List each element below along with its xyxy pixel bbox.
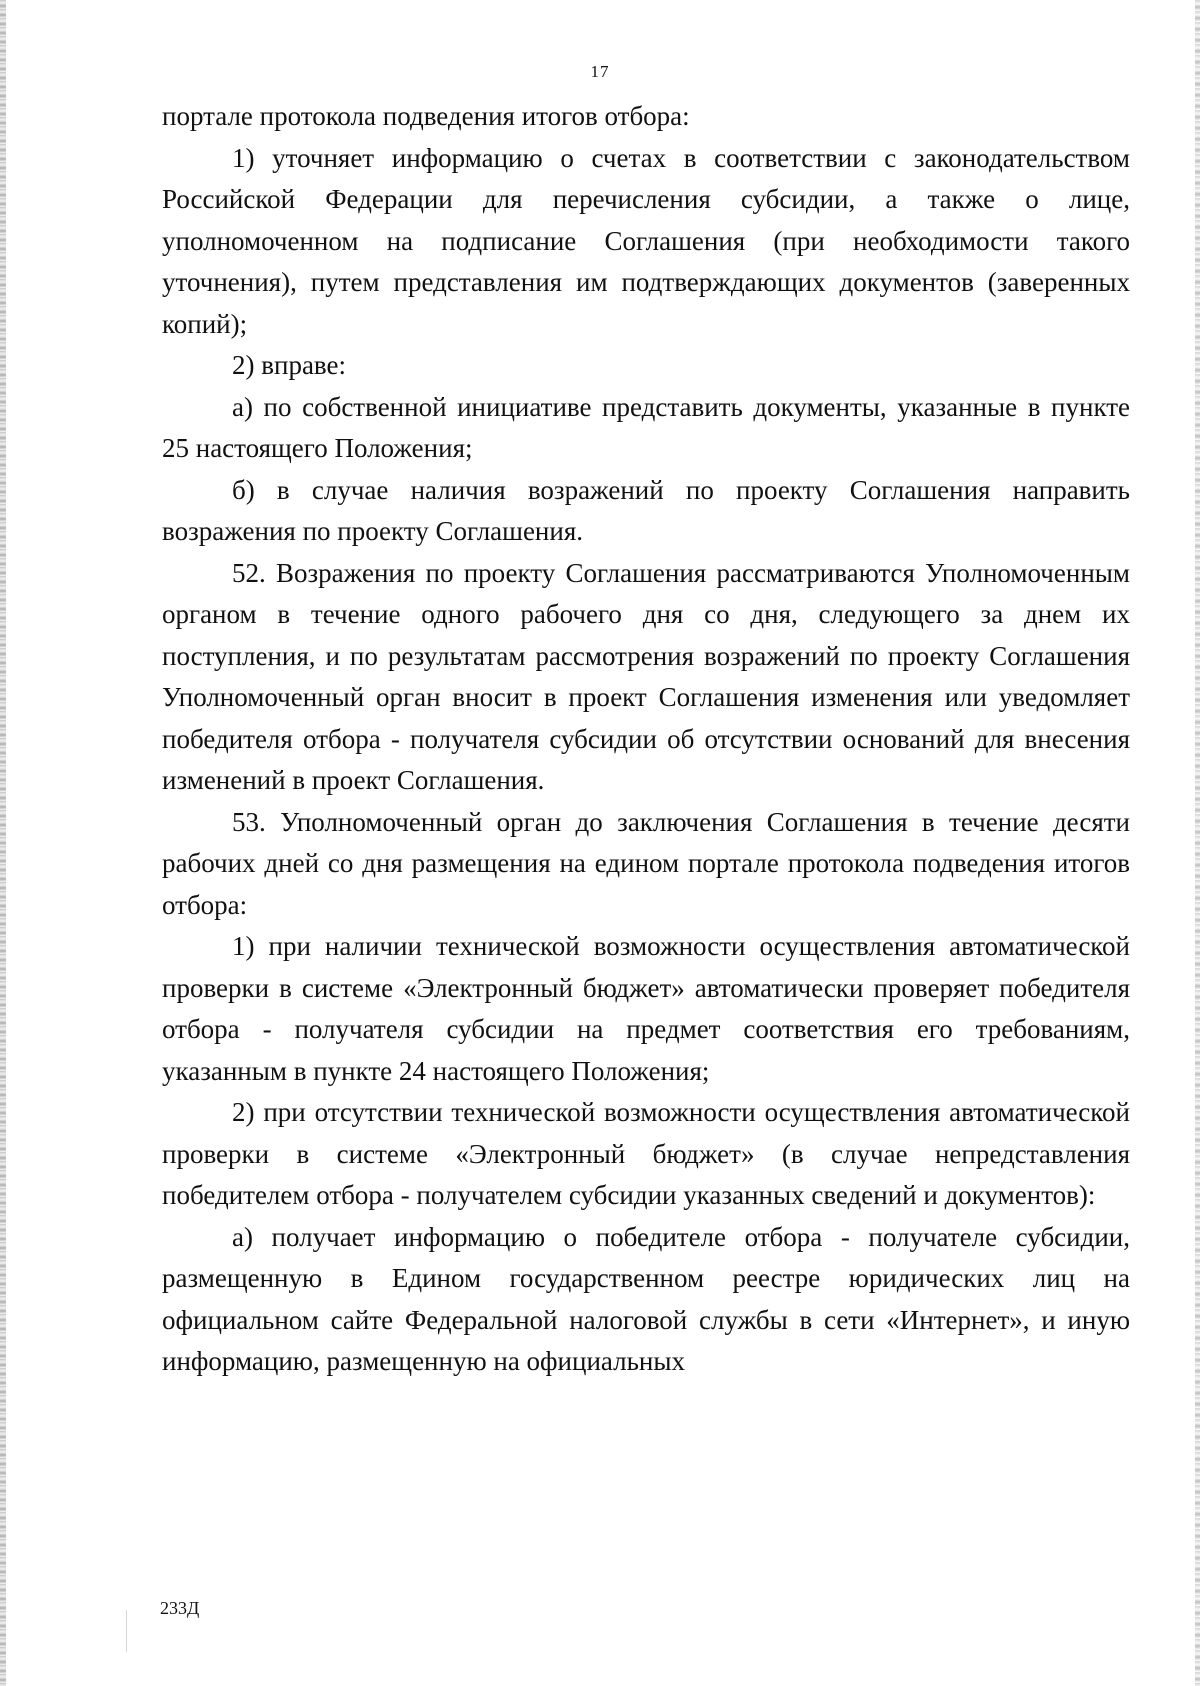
paragraph-8: 2) при отсутствии технической возможности осуществления автоматической проверки в системе «Электронный бюджет» (в случае непредставления победителем отбора - получателем субсидии указанных сведений и документов): bbox=[162, 1097, 1130, 1210]
scan-mark bbox=[126, 1610, 127, 1652]
scan-edge-left bbox=[0, 0, 6, 1686]
paragraph-6: 53. Уполномоченный орган до заключения Соглашения в течение десяти рабочих дней со дня размещения на едином портале протокола подведения итогов отбора: bbox=[162, 806, 1130, 920]
scan-edge-right bbox=[1195, 0, 1200, 1686]
page-number: 17 bbox=[590, 62, 610, 81]
paragraph-7: 1) при наличии технической возможности осуществления автоматической проверки в системе «Электронный бюджет» автоматически проверяет победителя отбора - получателя субсидии на предмет соответствия его требованиям, указанным в пункте 24 настоящего Положения; bbox=[162, 931, 1130, 1086]
paragraph-1: 1) уточняет информацию о счетах в соответствии с законодательством Российской Федерации для перечисления субсидии, а также о лице, уполномоченном на подписание Соглашения (при необходимости такого уточнения), путем представления им подтверждающих документов (заверенных копий); bbox=[162, 142, 1130, 339]
paragraph-2: 2) вправе: bbox=[232, 350, 346, 380]
paragraph-0: портале протокола подведения итогов отбора: bbox=[162, 101, 690, 131]
paragraph-9: а) получает информацию о победителе отбора - получателе субсидии, размещенную в Едином государственном реестре юридических лиц на официальном сайте Федеральной налоговой службы в сети «Интернет», и иную информацию, размещенную на официальных bbox=[162, 1221, 1130, 1376]
document-body bbox=[162, 96, 1130, 1383]
paragraph-4: б) в случае наличия возражений по проекту Соглашения направить возражения по проекту Соглашения. bbox=[162, 474, 1130, 546]
footer-code: 233Д bbox=[160, 1598, 200, 1618]
paragraph-3: а) по собственной инициативе представить документы, указанные в пункте 25 настоящего Положения; bbox=[162, 391, 1130, 463]
paragraph-5: 52. Возражения по проекту Соглашения рассматриваются Уполномоченным органом в течение одного рабочего дня со дня, следующего за днем их поступления, и по результатам рассмотрения возражений по проекту Соглашения Уполномоченный орган вносит в проект Соглашения изменения или уведомляет победителя отбора - получателя субсидии об отсутствии оснований для внесения изменений в проект Соглашения. bbox=[162, 557, 1130, 795]
